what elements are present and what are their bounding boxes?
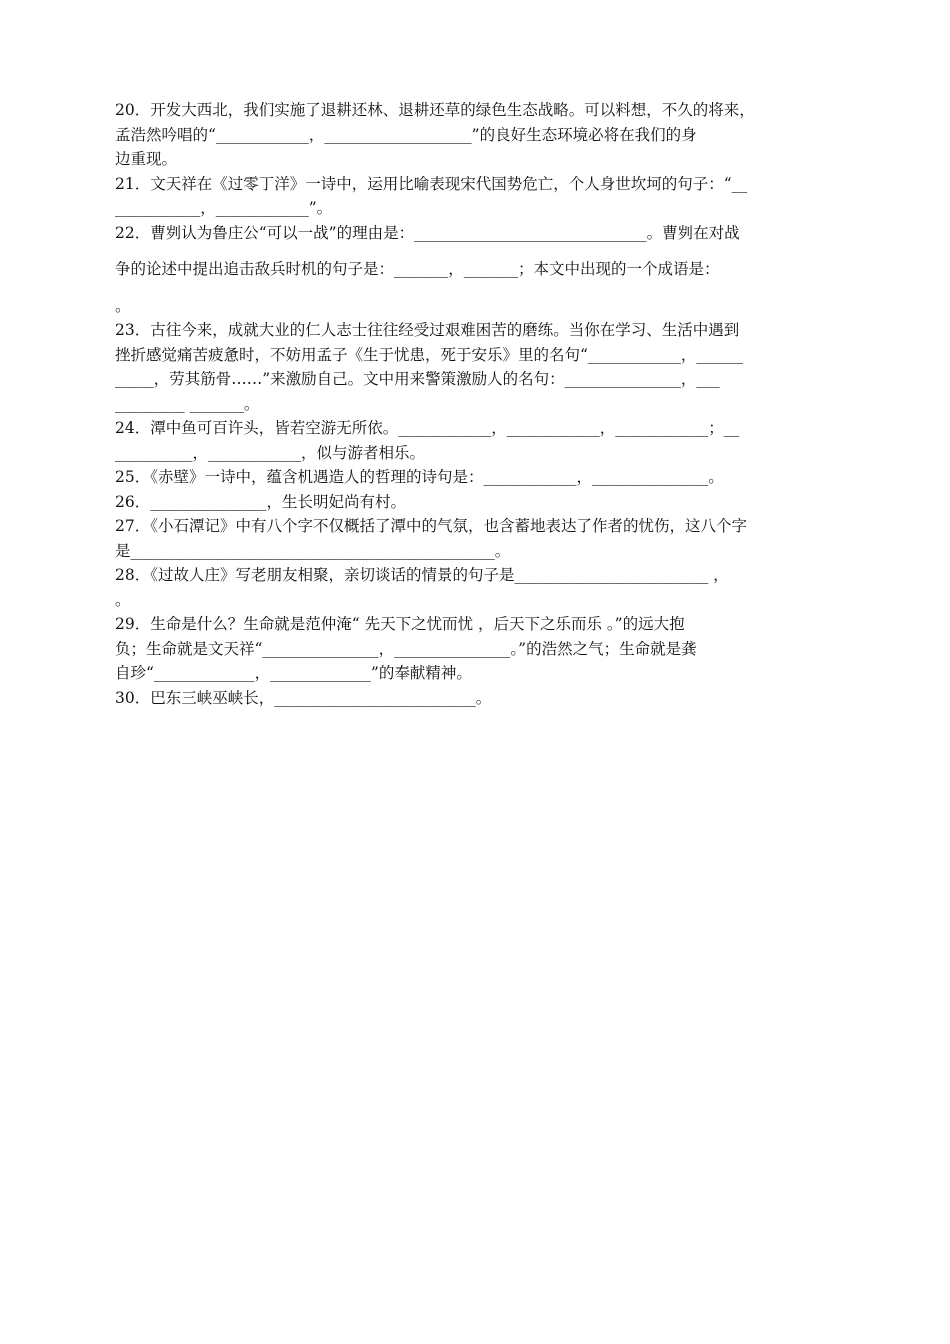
question-line: 24．潭中鱼可百许头，皆若空游无所依。____________，____________，____________；__ bbox=[115, 419, 740, 437]
question-line: 孟浩然吟唱的“____________，___________________”的良好生态环境必将在我们的身 bbox=[115, 125, 697, 144]
question-line: _________ _______。 bbox=[115, 394, 260, 413]
question-28 bbox=[115, 563, 860, 612]
question-line: 负；生命就是文天祥“_______________，_______________。”的浩然之气；生命就是龚 bbox=[115, 639, 697, 658]
question-20 bbox=[115, 98, 860, 172]
question-23 bbox=[115, 318, 860, 416]
question-line: 20．开发大西北，我们实施了退耕还林、退耕还草的绿色生态战略。可以料想，不久的将来， bbox=[115, 101, 755, 119]
question-line: 26．_______________，生长明妃尚有村。 bbox=[115, 492, 406, 511]
question-21 bbox=[115, 172, 860, 221]
question-line: 自珍“_____________，_____________”的奉献精神。 bbox=[115, 664, 472, 682]
question-line: 29．生命是什么？生命就是范仲淹“ 先天下之忧而忧 ，后天下之乐而乐 。”的远大抱 bbox=[115, 615, 685, 633]
question-22 bbox=[115, 221, 860, 319]
line-gap bbox=[115, 245, 860, 257]
question-line: __________，____________，似与游者相乐。 bbox=[115, 443, 426, 462]
question-line: 。 bbox=[115, 590, 131, 609]
question-line: 30．巴东三峡巫峡长，__________________________。 bbox=[115, 688, 492, 707]
question-line: 。 bbox=[115, 296, 131, 315]
line-gap bbox=[115, 282, 860, 294]
question-line: 22．曹刿认为鲁庄公“可以一战”的理由是：______________________________。曹刿在对战 bbox=[115, 223, 740, 242]
question-24 bbox=[115, 416, 860, 465]
question-line: 边重现。 bbox=[115, 150, 178, 168]
question-line: 21．文天祥在《过零丁洋》一诗中，运用比喻表现宋代国势危亡，个人身世坎坷的句子：“__ bbox=[115, 174, 748, 193]
worksheet bbox=[115, 98, 860, 710]
question-line: ___________，____________”。 bbox=[115, 199, 333, 217]
question-25 bbox=[115, 465, 860, 490]
question-line: 27．《小石潭记》中有八个字不仅概括了潭中的气氛，也含蓄地表达了作者的忧伤，这八个字 bbox=[115, 517, 747, 535]
question-line: _____，劳其筋骨……”来激励自己。文中用来警策激励人的名句：_______________，___ bbox=[115, 370, 720, 388]
question-line: 争的论述中提出追击敌兵时机的句子是：_______，_______；本文中出现的一个成语是： bbox=[115, 260, 720, 278]
question-27 bbox=[115, 514, 860, 563]
question-29 bbox=[115, 612, 860, 686]
question-26 bbox=[115, 490, 860, 515]
question-line: 挫折感觉痛苦疲惫时，不妨用孟子《生于忧患，死于安乐》里的名句“____________，______ bbox=[115, 345, 743, 364]
question-line: 28．《过故人庄》写老朋友相聚，亲切谈话的情景的句子是_________________________ ， bbox=[115, 566, 729, 584]
question-30 bbox=[115, 686, 860, 711]
question-line: 23．古往今来，成就大业的仁人志士往往经受过艰难困苦的磨练。当你在学习、生活中遇到 bbox=[115, 321, 740, 339]
question-line: 是_______________________________________________。 bbox=[115, 541, 511, 560]
question-line: 25．《赤壁》一诗中，蕴含机遇造人的哲理的诗句是：____________，_______________。 bbox=[115, 468, 724, 486]
